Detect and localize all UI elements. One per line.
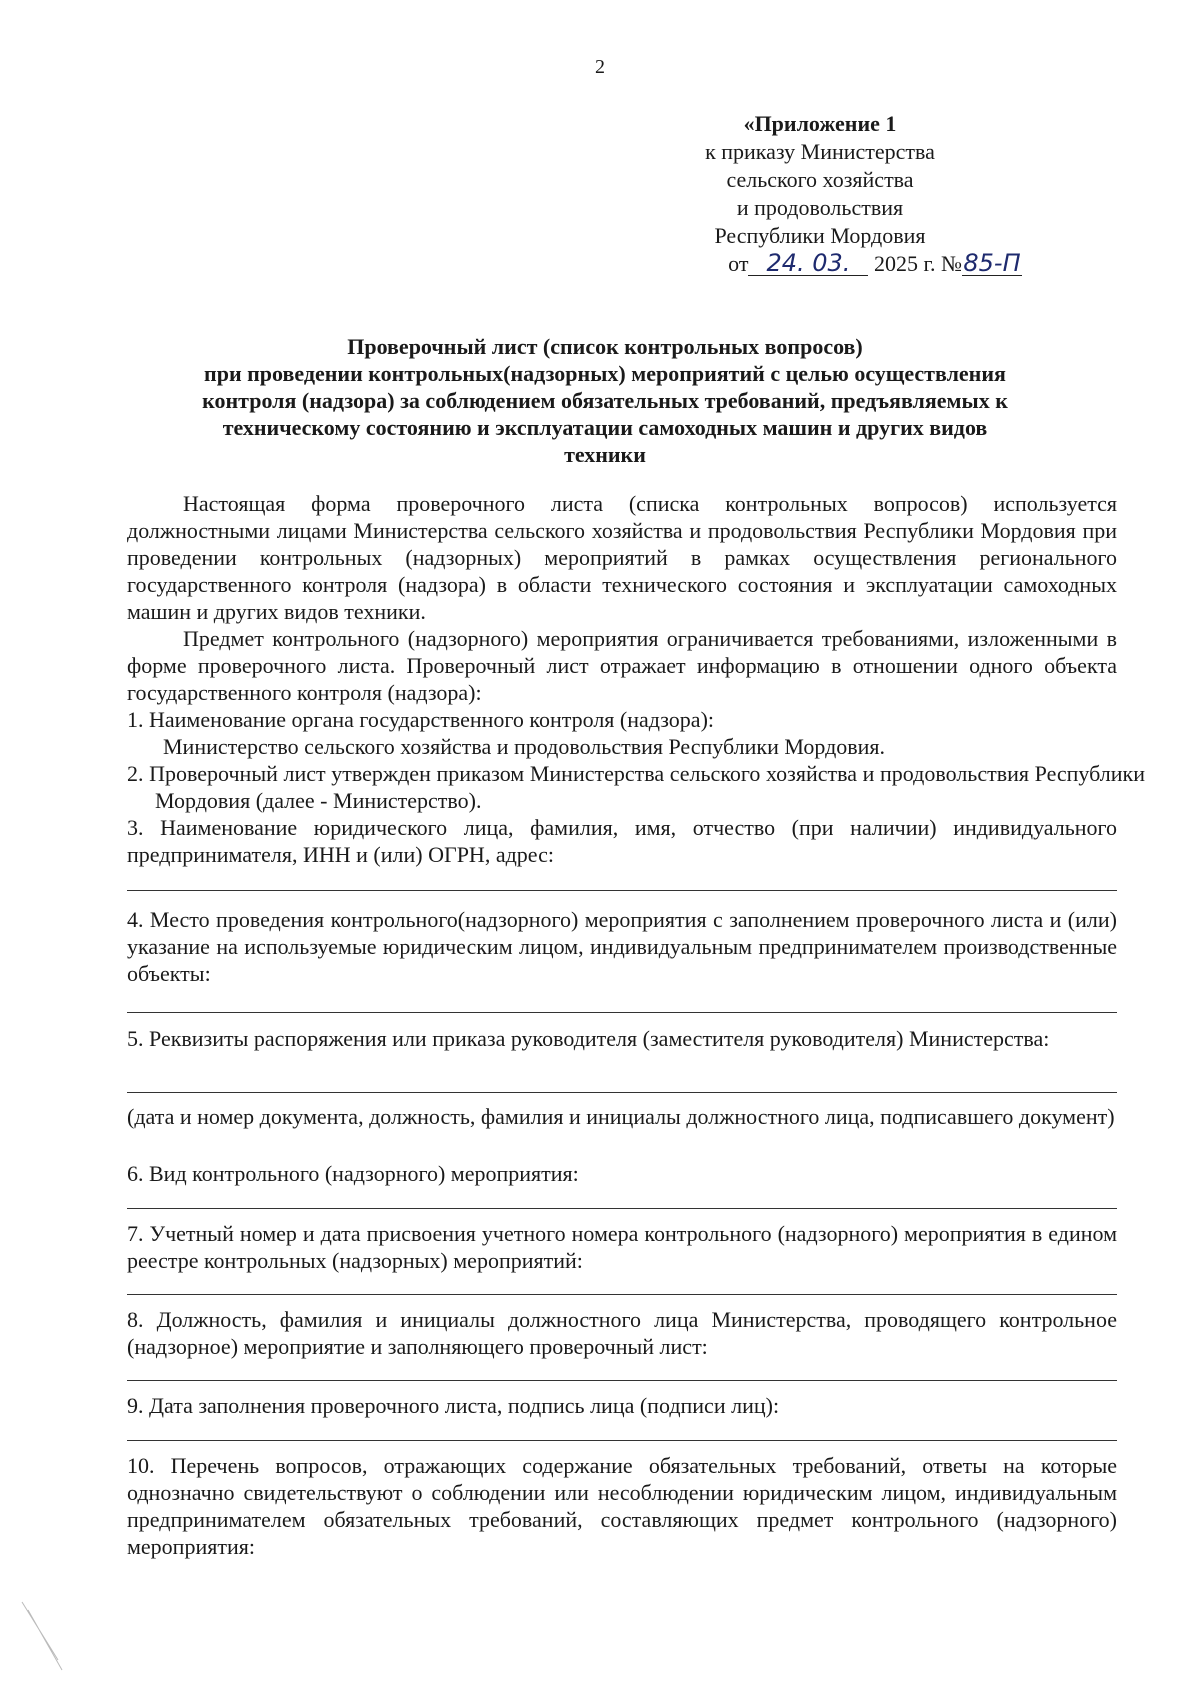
blank-line bbox=[127, 1294, 1117, 1295]
item-6: 6. Вид контрольного (надзорного) мероприятия: bbox=[127, 1161, 579, 1186]
item-1-value: Министерство сельского хозяйства и продовольствия Республики Мордовия. bbox=[163, 734, 886, 759]
item-7: 7. Учетный номер и дата присвоения учетного номера контрольного (надзорного) мероприятия в едином реестре контрольных (надзорных) мероприятий: bbox=[127, 1221, 1117, 1273]
item-5-note: (дата и номер документа, должность, фамилия и инициалы должностного лица, подписавшего документ) bbox=[127, 1104, 1115, 1129]
item-3: 3. Наименование юридического лица, фамилия, имя, отчество (при наличии) индивидуального предпринимателя, ИНН и (или) ОГРН, адрес: bbox=[127, 815, 1117, 867]
item-8: 8. Должность, фамилия и инициалы должностного лица Министерства, проводящего контрольное (надзорное) мероприятие и заполняющего проверочный лист: bbox=[127, 1307, 1117, 1359]
scan-artifact-mark bbox=[18, 1600, 66, 1672]
title-line: Проверочный лист (список контрольных вопросов) bbox=[347, 334, 863, 359]
blank-line bbox=[127, 890, 1117, 891]
title-line: техническому состоянию и эксплуатации самоходных машин и других видов bbox=[222, 415, 988, 440]
blank-line bbox=[127, 1440, 1117, 1441]
intro-paragraph-2: Предмет контрольного (надзорного) мероприятия ограничивается требованиями, изложенными в форме проверочного листа. Проверочный лист отражает информацию в отношении одного объекта государственного контроля (надзора): bbox=[127, 626, 1117, 705]
date-prefix: от bbox=[728, 251, 749, 276]
item-5: 5. Реквизиты распоряжения или приказа руководителя (заместителя руководителя) Министерства: bbox=[127, 1026, 1050, 1051]
title-line: контроля (надзора) за соблюдением обязательных требований, предъявляемых к bbox=[202, 388, 1008, 413]
item-10: 10. Перечень вопросов, отражающих содержание обязательных требований, ответы на которые однозначно свидетельствуют о соблюдении или несоблюдении юридическим лицом, индивидуальным предпринимателем обязательных требований, составляющих предмет контрольного (надзорного) мероприятия: bbox=[127, 1453, 1117, 1559]
appendix-line: и продовольствия bbox=[736, 195, 904, 220]
page-number: 2 bbox=[595, 56, 605, 78]
appendix-line: Республики Мордовия bbox=[714, 223, 926, 248]
date-day-month: 24. 03. bbox=[748, 251, 868, 276]
document-title bbox=[180, 333, 1030, 468]
blank-line bbox=[127, 1012, 1117, 1013]
title-line: техники bbox=[564, 442, 646, 467]
blank-line bbox=[127, 1092, 1117, 1093]
appendix-line: сельского хозяйства bbox=[726, 167, 914, 192]
appendix-heading: «Приложение 1 bbox=[743, 111, 897, 136]
item-4: 4. Место проведения контрольного(надзорного) мероприятия с заполнением проверочного листа и (или) указание на используемые юридическим лицом, индивидуальным предпринимателем производственные объекты: bbox=[127, 907, 1117, 986]
intro-paragraph-1: Настоящая форма проверочного листа (списка контрольных вопросов) используется должностными лицами Министерства сельского хозяйства и продовольствия Республики Мордовия при проведении контрольных (надзорных) мероприятий в рамках осуществления регионального государственного контроля (надзора) в области технического состояния и эксплуатации самоходных машин и других видов техники. bbox=[127, 491, 1117, 624]
order-number: 85-П bbox=[963, 249, 1021, 277]
blank-line bbox=[127, 1380, 1117, 1381]
date-year: 2025 г. № bbox=[873, 251, 962, 276]
appendix-line: к приказу Министерства bbox=[705, 139, 935, 164]
appendix-date-line bbox=[640, 250, 1022, 278]
item-9: 9. Дата заполнения проверочного листа, подпись лица (подписи лиц): bbox=[127, 1393, 780, 1418]
title-line: при проведении контрольных(надзорных) мероприятий с целью осуществления bbox=[204, 361, 1006, 386]
item-1-label: 1. Наименование органа государственного контроля (надзора): bbox=[127, 707, 715, 732]
item-2: 2. Проверочный лист утвержден приказом Министерства сельского хозяйства и продовольствия Республики Мордовия (далее - Министерство). bbox=[127, 761, 1145, 813]
blank-line bbox=[127, 1208, 1117, 1209]
appendix-header bbox=[640, 110, 1021, 278]
